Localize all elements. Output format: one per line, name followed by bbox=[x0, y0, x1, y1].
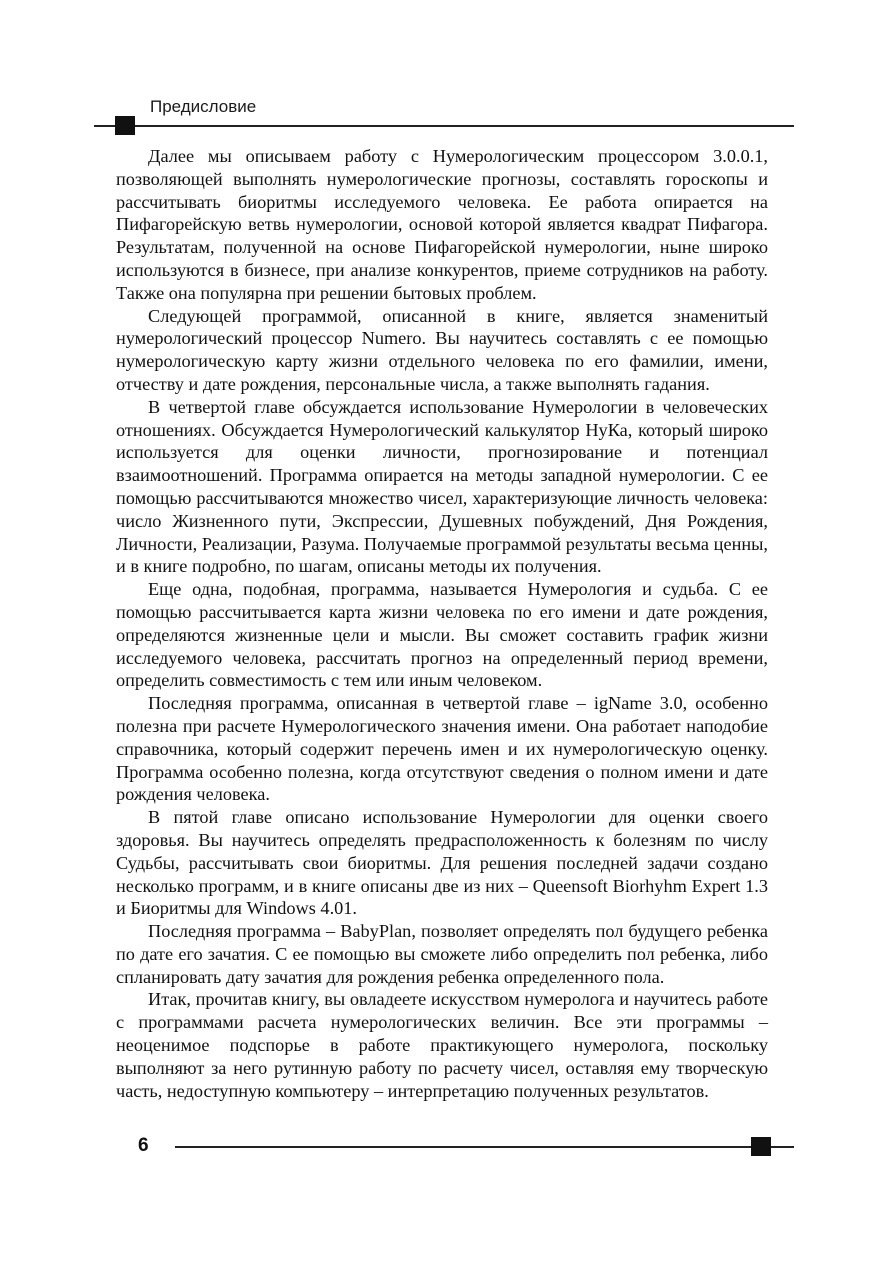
header-rule bbox=[94, 125, 794, 127]
paragraph: Далее мы описываем работу с Нумерологическим процессором 3.0.0.1, позволяющей выполнять нумерологические прогнозы, составлять гороскопы и рассчитывать биоритмы исследуемого человека. Ее работа опирается на Пифагорейскую ветвь нумерологии, основой которой является квадрат Пифагора. Результатам, полученной на основе Пифагорейской нумерологии, ныне широко используются в бизнесе, при анализе конкурентов, приеме сотрудников на работу. Также она популярна при решении бытовых проблем. bbox=[116, 146, 768, 303]
body-text bbox=[116, 145, 768, 1102]
paragraph: Итак, прочитав книгу, вы овладеете искусством нумеролога и научитесь работе с программами расчета нумерологических величин. Все эти программы – неоценимое подспорье в работе практикующего нумеролога, поскольку выполняют за него рутинную работу по расчету чисел, оставляя ему творческую часть, недоступную компьютеру – интерпретацию полученных результатов. bbox=[116, 989, 768, 1101]
footer-square-marker bbox=[751, 1137, 771, 1156]
paragraph: Последняя программа, описанная в четвертой главе – igName 3.0, особенно полезна при расчете Нумерологического значения имени. Она работает наподобие справочника, который содержит перечень имен и их нумерологическую оценку. Программа особенно полезна, когда отсутствуют сведения о полном имени и дате рождения человека. bbox=[116, 693, 768, 805]
paragraph: В четвертой главе обсуждается использование Нумерологии в человеческих отношениях. Обсуждается Нумерологический калькулятор НуКа, который широко используется для оценки личности, прогнозирование и потенциал взаимоотношений. Программа опирается на методы западной нумерологии. С ее помощью рассчитываются множество чисел, характеризующие личность человека: число Жизненного пути, Экспрессии, Душевных побуждений, Дня Рождения, Личности, Реализации, Разума. Получаемые программой результаты весьма ценны, и в книге подробно, по шагам, описаны методы их получения. bbox=[116, 396, 768, 577]
header-square-marker bbox=[115, 116, 135, 135]
paragraph: Еще одна, подобная, программа, называется Нумерология и судьба. С ее помощью рассчитывается карта жизни человека по его имени и дате рождения, определяются жизненные цели и мысли. Вы сможет составить график жизни исследуемого человека, рассчитать прогноз на определенный период времени, определить совместимость с тем или иным человеком. bbox=[116, 579, 768, 691]
running-head-title: Предисловие bbox=[150, 97, 257, 116]
footer-rule bbox=[175, 1146, 794, 1148]
paragraph: В пятой главе описано использование Нумерологии для оценки своего здоровья. Вы научитесь определять предрасположенность к болезням по числу Судьбы, рассчитывать свои биоритмы. Для решения последней задачи создано несколько программ, и в книге описаны две из них – Queensoft Biorhyhm Expert 1.3 и Биоритмы для Windows 4.01. bbox=[116, 807, 768, 919]
paragraph: Следующей программой, описанной в книге, является знаменитый нумерологический процессор Numero. Вы научитесь составлять с ее помощью нумерологическую карту жизни отдельного человека по его фамилии, имени, отчеству и дате рождения, персональные числа, а также выполнять гадания. bbox=[116, 305, 768, 394]
page-number: 6 bbox=[138, 1135, 149, 1156]
paragraph: Последняя программа – BabyPlan, позволяет определять пол будущего ребенка по дате его зачатия. С ее помощью вы сможете либо определить пол ребенка, либо спланировать дату зачатия для рождения ребенка определенного пола. bbox=[116, 921, 768, 987]
